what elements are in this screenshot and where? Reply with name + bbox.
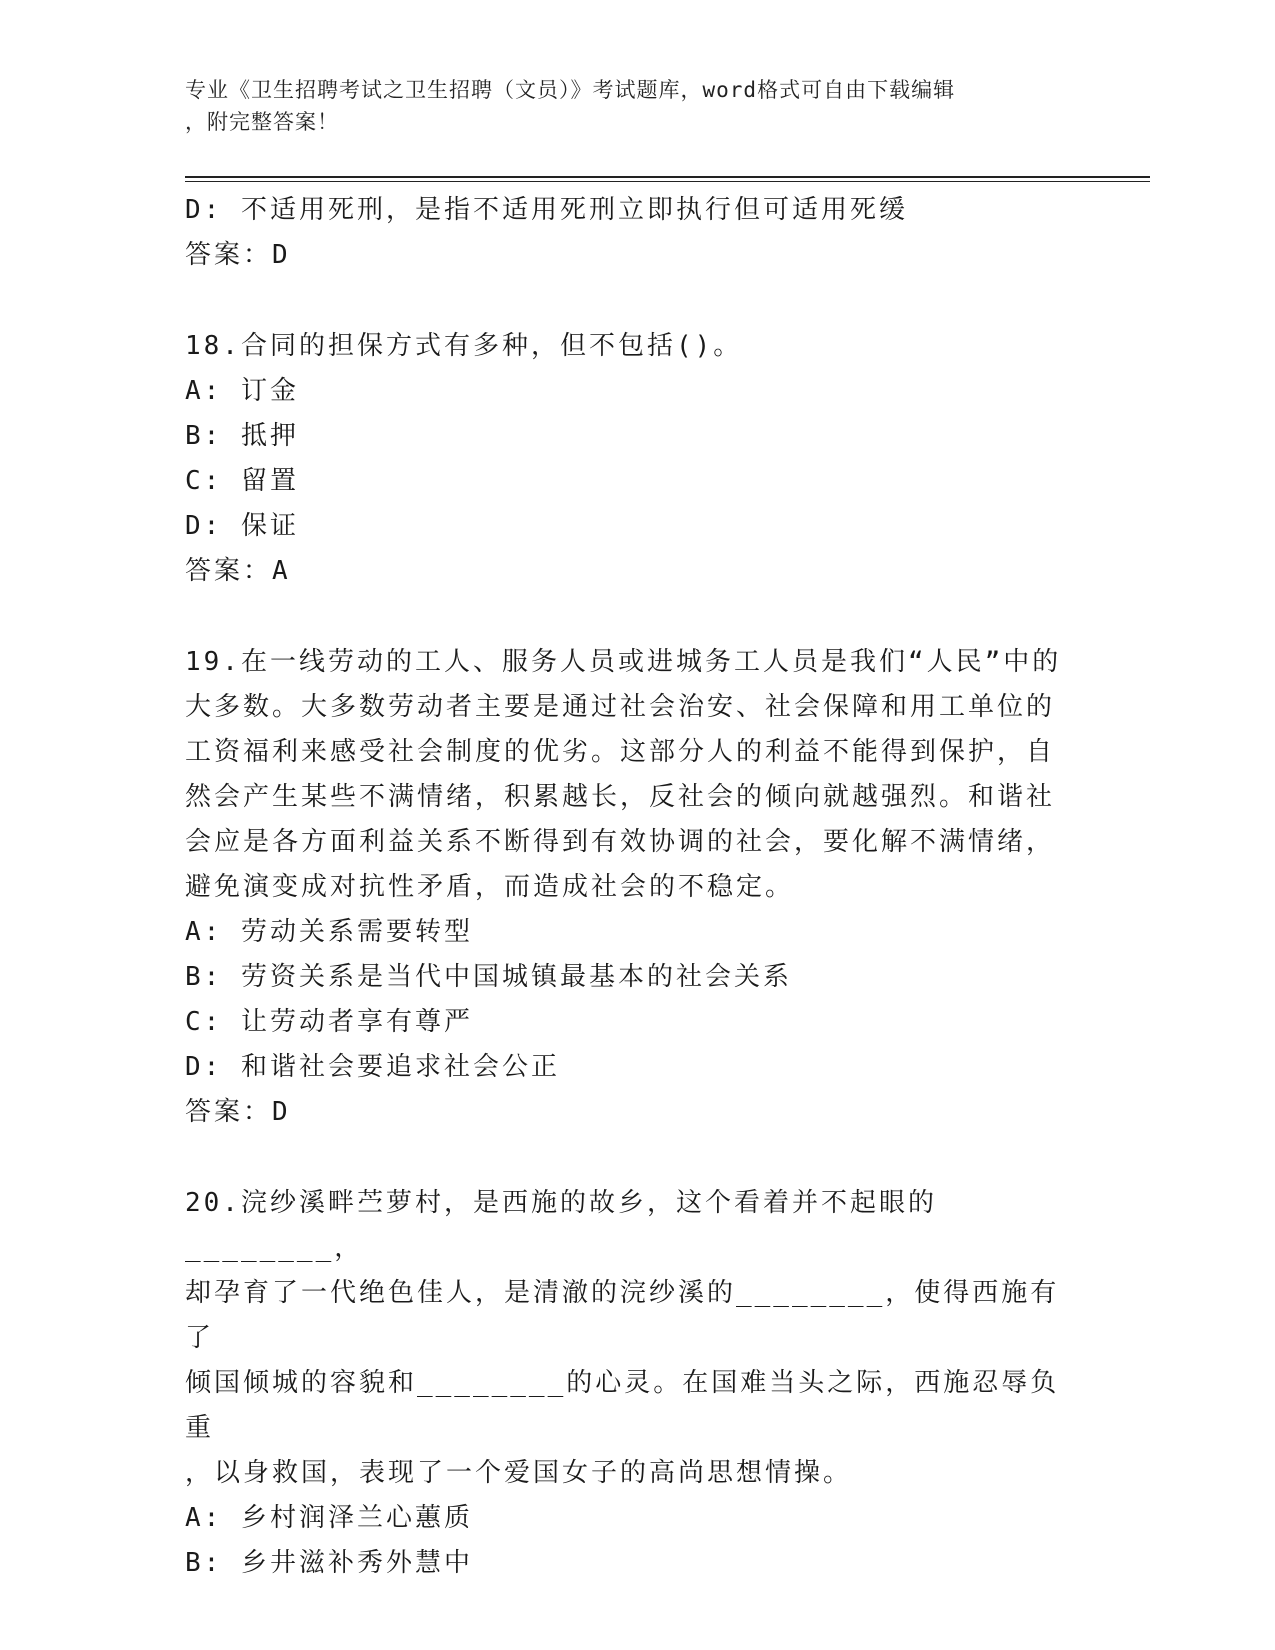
question-stem-line: 然会产生某些不满情绪，积累越长，反社会的倾向就越强烈。和谐社 bbox=[185, 782, 1056, 812]
question-list bbox=[185, 188, 1085, 1586]
option-a: A: 乡村润泽兰心蕙质 bbox=[185, 1503, 473, 1533]
option-a: A: 订金 bbox=[185, 376, 299, 406]
question-19 bbox=[185, 640, 1085, 1135]
spacer bbox=[185, 594, 1085, 640]
header-divider-thick bbox=[185, 176, 1150, 178]
option-d: D: 保证 bbox=[185, 511, 299, 541]
header-line-2: ，附完整答案！ bbox=[185, 110, 339, 134]
question-20 bbox=[185, 1181, 1085, 1586]
answer-label: 答案：D bbox=[185, 1097, 291, 1127]
spacer bbox=[185, 278, 1085, 324]
question-stem-line: 19.在一线劳动的工人、服务人员或进城务工人员是我们“人民”中的 bbox=[185, 647, 1062, 677]
header-line-1: 专业《卫生招聘考试之卫生招聘（文员）》考试题库，word格式可自由下载编辑 bbox=[185, 78, 956, 102]
answer-label: 答案：D bbox=[185, 240, 291, 270]
question-stem-line: 会应是各方面利益关系不断得到有效协调的社会，要化解不满情绪， bbox=[185, 827, 1056, 857]
option-b: B: 劳资关系是当代中国城镇最基本的社会关系 bbox=[185, 962, 792, 992]
option-c: C: 让劳动者享有尊严 bbox=[185, 1007, 473, 1037]
option-b: B: 抵押 bbox=[185, 421, 299, 451]
option-c: C: 留置 bbox=[185, 466, 299, 496]
question-stem-line: 避免演变成对抗性矛盾，而造成社会的不稳定。 bbox=[185, 872, 795, 902]
option-d: D: 和谐社会要追求社会公正 bbox=[185, 1052, 560, 1082]
header-divider-thin bbox=[185, 181, 1150, 182]
question-stem-line: 大多数。大多数劳动者主要是通过社会治安、社会保障和用工单位的 bbox=[185, 692, 1056, 722]
page-header bbox=[185, 74, 1065, 138]
option-a: A: 劳动关系需要转型 bbox=[185, 917, 473, 947]
question-stem-line: 倾国倾城的容貌和________的心灵。在国难当头之际，西施忍辱负重 bbox=[185, 1368, 1060, 1443]
prev-question-tail bbox=[185, 188, 1085, 278]
question-18 bbox=[185, 324, 1085, 594]
question-stem-line: ，以身救国，表现了一个爱国女子的高尚思想情操。 bbox=[185, 1458, 853, 1488]
question-stem-line: 工资福利来感受社会制度的优劣。这部分人的利益不能得到保护，自 bbox=[185, 737, 1056, 767]
answer-label: 答案：A bbox=[185, 556, 291, 586]
option-d: D: 不适用死刑，是指不适用死刑立即执行但可适用死缓 bbox=[185, 195, 908, 225]
question-stem-line: 20.浣纱溪畔苎萝村，是西施的故乡，这个看着并不起眼的________， bbox=[185, 1188, 937, 1263]
spacer bbox=[185, 1135, 1085, 1181]
question-stem: 18.合同的担保方式有多种，但不包括()。 bbox=[185, 331, 743, 361]
option-b: B: 乡井滋补秀外慧中 bbox=[185, 1548, 473, 1578]
question-stem-line: 却孕育了一代绝色佳人，是清澈的浣纱溪的________，使得西施有了 bbox=[185, 1278, 1060, 1353]
